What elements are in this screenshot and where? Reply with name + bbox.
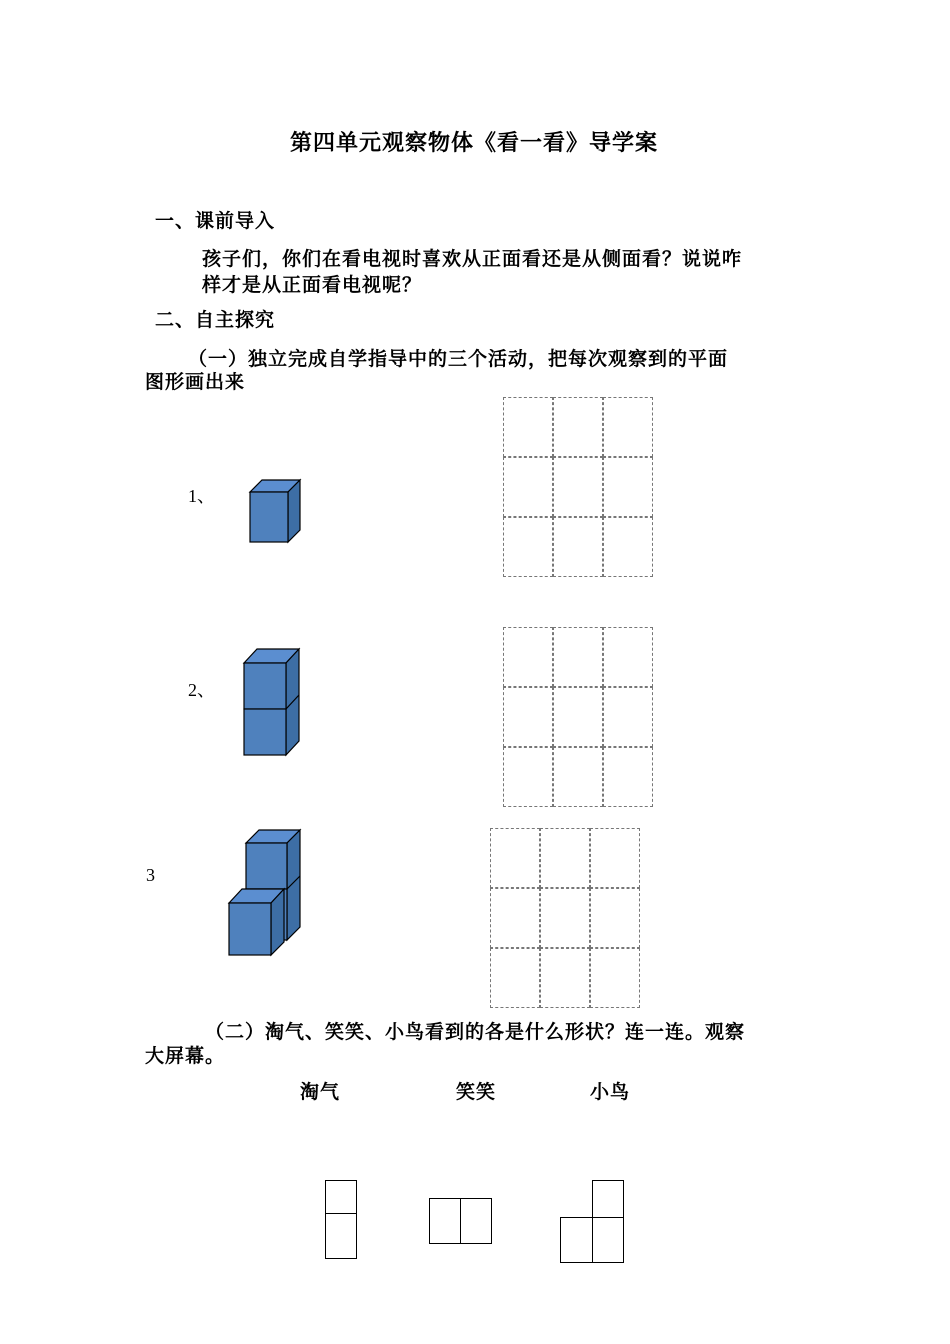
stacked-two-cubes-figure bbox=[242, 647, 302, 759]
section1-text-line1: 孩子们，你们在看电视时喜欢从正面看还是从侧面看？说说咋 bbox=[202, 248, 743, 270]
part1-text-line1: （一）独立完成自学指导中的三个活动，把每次观察到的平面 bbox=[188, 348, 729, 370]
section2-heading: 二、自主探究 bbox=[155, 309, 276, 331]
observer-bird: 小鸟 bbox=[590, 1081, 631, 1103]
observer-xiaoxiao: 笑笑 bbox=[456, 1081, 497, 1103]
shape-vertical-two-squares[interactable] bbox=[325, 1180, 357, 1260]
drawing-grid-2[interactable] bbox=[503, 627, 653, 807]
observer-taoqi: 淘气 bbox=[300, 1081, 341, 1103]
three-cubes-figure bbox=[226, 827, 304, 959]
item-2-label: 2、 bbox=[188, 680, 215, 700]
part2-text-line2: 大屏幕。 bbox=[145, 1045, 226, 1067]
drawing-grid-1[interactable] bbox=[503, 397, 653, 577]
section1-heading: 一、课前导入 bbox=[155, 210, 276, 232]
shape-l-three-squares[interactable] bbox=[560, 1180, 624, 1264]
part2-text-line1: （二）淘气、笑笑、小鸟看到的各是什么形状？连一连。观察 bbox=[205, 1021, 746, 1043]
single-cube-figure bbox=[248, 478, 304, 546]
drawing-grid-3[interactable] bbox=[490, 828, 640, 1008]
item-3-label: 3 bbox=[146, 865, 155, 885]
page-title: 第四单元观察物体《看一看》导学案 bbox=[290, 131, 659, 156]
section1-text-line2: 样才是从正面看电视呢？ bbox=[202, 274, 423, 296]
item-1-label: 1、 bbox=[188, 486, 215, 506]
shape-horizontal-two-squares[interactable] bbox=[429, 1198, 493, 1244]
part1-text-line2: 图形画出来 bbox=[145, 371, 246, 393]
